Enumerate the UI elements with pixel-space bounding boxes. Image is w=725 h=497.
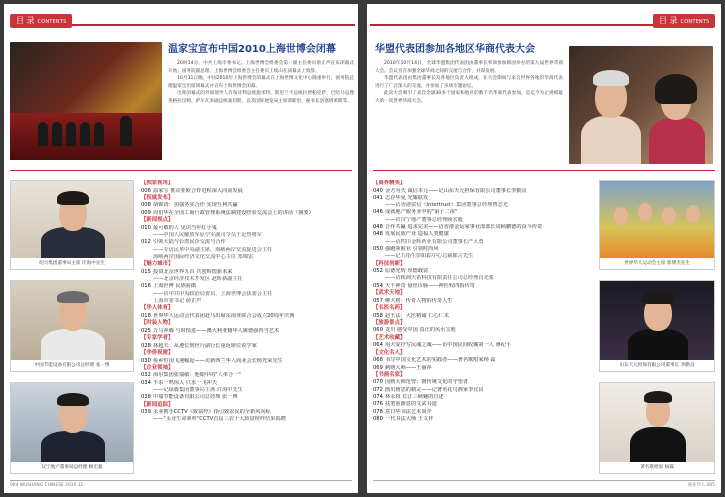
thumb-portrait bbox=[599, 382, 715, 474]
hair-shape bbox=[57, 291, 89, 303]
toc-entry[interactable] bbox=[373, 313, 595, 320]
toc-entry[interactable] bbox=[141, 188, 353, 195]
toc-page-number: 016 bbox=[141, 283, 151, 290]
toc-page-number: 048 bbox=[373, 224, 383, 231]
toc-entry[interactable] bbox=[141, 210, 353, 217]
face-shape bbox=[614, 207, 628, 225]
toc-entry[interactable] bbox=[141, 343, 353, 350]
toc-category: 【魅力城市】 bbox=[141, 261, 174, 268]
page-footer: 商业华人 005 bbox=[687, 483, 715, 488]
toc-page-number: 048 bbox=[373, 231, 383, 238]
toc-entry-title: 海尔集团张瑞敏：他眼中的"人单合一" bbox=[153, 372, 241, 379]
suit-shape bbox=[41, 329, 105, 363]
toc-category: 【专家学者】 bbox=[141, 335, 174, 342]
toc-entry-title: 中瑞节能设备有限公司总经理 张一博 bbox=[153, 394, 238, 401]
toc-entry[interactable] bbox=[373, 416, 595, 423]
face-shape bbox=[638, 203, 652, 221]
toc-entry[interactable] bbox=[373, 394, 595, 401]
toc-entry[interactable] bbox=[373, 379, 595, 386]
feature-paragraph: 20时14分，中共上海市委书记、上海世博会组委会第一副主任委员俞正声宣布闭幕式开始。国务院副总理、上海世博会组委会主任委员王岐山在闭幕式上致辞。 bbox=[168, 61, 354, 74]
thumb-photo bbox=[599, 180, 715, 270]
feature-paragraph: 2010年10月14日，全球华盟集团代表团由董事长率领参加韩国举办的第九届世界华商大会。会议旨在加强全球华商之间的交流与合作，共谋发展。 bbox=[375, 61, 563, 74]
toc-entry[interactable] bbox=[373, 224, 595, 231]
contents-label-en: CONTENTS bbox=[680, 19, 710, 25]
contents-label: 目 录 bbox=[16, 16, 35, 25]
feature-title: 温家宝宣布中国2010上海世博会闭幕 bbox=[168, 44, 336, 55]
feature-paragraph: 10月31日晚，中国2010年上海世博会闭幕式在上海世博文化中心隆重举行。国务院总理温家宝出席闭幕式并宣布上海世博会闭幕。 bbox=[168, 76, 354, 89]
feature-paragraph: 出席闭幕式的外国领导人有匈牙利总统施米特、斯里兰卡总统拉贾帕克萨、巴哈马总理英格拉汉姆、萨尔瓦多副总统桑切斯，以及国际展览局主席蒂耶里、秘书长洛塞塔莱斯等。 bbox=[168, 91, 354, 104]
face-shape bbox=[686, 205, 700, 223]
portrait-photo bbox=[11, 281, 133, 360]
toc-page-number: 052 bbox=[373, 268, 383, 275]
portrait-photo bbox=[600, 383, 714, 462]
toc-list-right bbox=[373, 180, 595, 474]
official-figure bbox=[80, 122, 90, 146]
toc-page-number: 057 bbox=[373, 297, 383, 304]
toc-page-number: 034 bbox=[141, 379, 151, 386]
toc-page-number: 018 bbox=[141, 312, 151, 319]
toc-entry-title: 柳大格：传奇人物的传奇人生 bbox=[385, 297, 453, 304]
toc-page-number: 012 bbox=[141, 239, 151, 246]
hair-shape bbox=[593, 70, 629, 86]
thumb-caption: 著名歌唱家 杨霖 bbox=[600, 462, 714, 473]
toc-list-left bbox=[141, 180, 353, 474]
feature-body bbox=[375, 60, 563, 164]
feature-photo bbox=[569, 46, 713, 164]
suit-shape bbox=[581, 116, 641, 164]
toc-entry-title: 世界华人运动会代表团赴马出席东南亚联合会成立20周年庆典 bbox=[153, 312, 295, 319]
toc-subtitle: ——访中共中央政治局委员、上海世博会执委会主任 bbox=[153, 290, 273, 297]
toc-category: 【旅游景点】 bbox=[373, 319, 406, 326]
section-rule bbox=[10, 170, 352, 171]
toc-subtitle: ——记绿森集团董事局主席 许海中先生 bbox=[153, 386, 243, 393]
thumb-caption: 汉宁地产董事局总经理 顾宏毅 bbox=[11, 462, 133, 473]
official-figure bbox=[94, 122, 104, 146]
toc-entry[interactable] bbox=[373, 188, 595, 195]
toc-entry[interactable] bbox=[373, 365, 595, 372]
toc-category: 【科技创新】 bbox=[373, 260, 406, 267]
toc-subtitle: ——记五指生彭阳踪中心总裁郎言先生 bbox=[385, 253, 474, 260]
toc-entry-title: 扶笔重渐意的文武书道 bbox=[385, 401, 437, 408]
footer-rule bbox=[10, 480, 352, 481]
toc-subtitle: ——北京经济技术开发区 赵昕新副主任 bbox=[153, 276, 243, 283]
toc-subtitle: ——访株洲天希科技有限责任公司总经理肖光希 bbox=[385, 275, 494, 282]
thumb-portrait bbox=[599, 280, 715, 372]
toc-page-number: 054 bbox=[373, 282, 383, 289]
suit-shape bbox=[628, 329, 688, 363]
toc-entry[interactable] bbox=[373, 231, 595, 238]
toc-page-number: 008 bbox=[141, 202, 151, 209]
toc-page-number: 078 bbox=[373, 408, 383, 415]
thumb-portrait bbox=[10, 382, 134, 474]
toc-entry[interactable] bbox=[141, 394, 353, 401]
toc-page-number: 039 bbox=[141, 409, 151, 416]
toc-entry-title: 志存华夏 光耀联发 bbox=[385, 194, 429, 201]
toc-page-number: 074 bbox=[373, 393, 383, 400]
suit-shape bbox=[41, 227, 105, 261]
toc-page-number: 040 bbox=[373, 187, 383, 194]
contents-label-en: CONTENTS bbox=[37, 19, 67, 25]
toc-entry[interactable] bbox=[373, 357, 595, 364]
toc-page-number: 080 bbox=[373, 415, 383, 422]
toc-entry-title: 一代书法大师 王文祥 bbox=[385, 415, 434, 422]
toc-subtitle: ——访汉宁地产董事总经理顾宏毅 bbox=[385, 216, 463, 223]
toc-entry-title: 发展民族产业 造福人类健康 bbox=[385, 231, 449, 238]
toc-entry-title: 意日华书法艺术简介 bbox=[385, 408, 432, 415]
toc-entry[interactable] bbox=[141, 358, 353, 365]
toc-entry-title: 用大爱抒写民魂之魂——访中国民间收藏第一人 蒋纪平 bbox=[385, 342, 512, 349]
toc-entry[interactable] bbox=[373, 327, 595, 334]
toc-entry-title: 原德光辉 厚德载富 bbox=[385, 268, 429, 275]
portrait-photo bbox=[11, 181, 133, 258]
contents-header bbox=[10, 14, 355, 28]
toc-page-number: 046 bbox=[373, 209, 383, 216]
feature-paragraph: 此次大会吸引了来自全球30多个国家和地区的数千名华商代表参加，是迄今为止规模最大的一次世界华商大会。 bbox=[375, 91, 563, 104]
toc-entry-title: 成就地产服务业中的"第十二夜" bbox=[385, 209, 458, 216]
toc-subtitle: ——中国人民解放军原空军副司令员王定烈将军 bbox=[153, 231, 262, 238]
portrait-photo bbox=[600, 281, 714, 360]
toc-category: 【艺术收藏】 bbox=[373, 334, 406, 341]
toc-entry[interactable] bbox=[373, 268, 595, 275]
toc-page-number: 064 bbox=[373, 342, 383, 349]
toc-subtitle: ——访香港富信（Intertrust）集团董事总经理曹志光 bbox=[385, 202, 508, 209]
toc-category: 【华侨视窗】 bbox=[141, 349, 174, 356]
toc-entry-title: 周伯华在全国工商行政管理系统法制建设经验交流会上的讲话（摘要） bbox=[153, 209, 314, 216]
feature-photo bbox=[10, 42, 162, 160]
toc-entry[interactable] bbox=[141, 372, 353, 379]
toc-entry[interactable] bbox=[373, 342, 595, 349]
toc-entry-title: 龙川 感受中国 真正的风水宝地 bbox=[385, 327, 456, 334]
toc-entry-title: 投资北京世界五百 共创辉煌新未来 bbox=[153, 268, 233, 275]
toc-entry[interactable] bbox=[141, 239, 353, 246]
contents-tag bbox=[10, 14, 72, 28]
face-shape bbox=[662, 207, 676, 225]
toc-page-number: 038 bbox=[141, 394, 151, 401]
toc-entry-title: 林超夫：从遵长到世行副行长重返席位说学家 bbox=[153, 342, 257, 349]
toc-entry[interactable] bbox=[141, 283, 353, 290]
toc-entry[interactable] bbox=[141, 409, 353, 416]
toc-page-number: 070 bbox=[373, 379, 383, 386]
toc-subtitle: 上海市委书记 俞正声 bbox=[153, 297, 202, 304]
toc-entry[interactable] bbox=[373, 409, 595, 416]
thumb-portrait bbox=[10, 180, 134, 270]
thumb-caption: 世界华人运动会主席 郭博杰先生 bbox=[600, 258, 714, 269]
speaker-figure bbox=[120, 116, 132, 146]
toc-category: 【文化名人】 bbox=[373, 349, 406, 356]
toc-entry[interactable] bbox=[373, 195, 595, 202]
toc-page-number: 006 bbox=[141, 187, 151, 194]
toc-category: 【华人体育】 bbox=[141, 305, 174, 312]
toc-entry-title: 画出画思的精灵——记著名花鸟画家李宜良 bbox=[385, 386, 484, 393]
toc-page-number: 030 bbox=[141, 357, 151, 364]
thumb-portrait bbox=[10, 280, 134, 372]
toc-entry-title: 万马奔腾 与时俱进——澳大利亚籍华人姚德强再当艺术 bbox=[153, 327, 280, 334]
toc-entry-title: 引领大陆与台湾民企交流与合作 bbox=[153, 239, 226, 246]
contents-header bbox=[370, 14, 715, 28]
toc-page-number: 015 bbox=[141, 268, 151, 275]
feature-title: 华盟代表团参加各地区华商代表大会 bbox=[375, 44, 535, 55]
toc-category: 【商界精英】 bbox=[373, 180, 406, 186]
toc-entry-title: 林永权 长江三峡魅的自述 bbox=[385, 393, 444, 400]
toc-category: 【书画名家】 bbox=[373, 371, 406, 378]
hair-shape bbox=[644, 391, 672, 403]
toc-category: 【权威发布】 bbox=[141, 194, 174, 201]
toc-entry[interactable] bbox=[141, 328, 353, 335]
toc-entry-title: 不求一鸣惊人 只求一飞冲天 bbox=[153, 379, 217, 386]
hair-shape bbox=[655, 74, 697, 104]
toc-entry[interactable] bbox=[373, 387, 595, 394]
toc-entry-title: 温家宝 推动亚欧合作进程深入向前发展 bbox=[153, 187, 243, 194]
toc-entry[interactable] bbox=[373, 246, 595, 253]
toc-entry-title: 最可敬的人 见识当年红小鬼 bbox=[153, 224, 217, 231]
toc-subtitle: ——访四川金辉药业有限公司董事长严大勇 bbox=[385, 238, 484, 245]
feature-paragraph: 华盟代表团由集团董事长及各地区负责人组成，在大会期间与来自世界各地的华商代表进行了广泛深入的交流，并参加了多场专题论坛。 bbox=[375, 76, 563, 89]
suit-shape bbox=[41, 431, 105, 465]
toc-page-number: 060 bbox=[373, 327, 383, 334]
suit-shape bbox=[649, 118, 705, 164]
toc-entry[interactable] bbox=[373, 209, 595, 216]
thumb-caption: 绍兴集团董事局主席 许海中先生 bbox=[11, 258, 133, 269]
official-figure bbox=[38, 122, 48, 146]
left-page bbox=[4, 4, 358, 493]
toc-page-number: 010 bbox=[141, 224, 151, 231]
toc-entry-title: 合作共赢 追求完美——访香港金运家事业部部长周顾鹏德的奋斗传奇 bbox=[385, 224, 543, 231]
contents-label: 目 录 bbox=[659, 16, 678, 25]
toc-entry[interactable] bbox=[373, 298, 595, 305]
toc-entry-title: 侨乡恒国飞速崛起——访新西兰华人商业会长杨光荣先生 bbox=[153, 357, 283, 364]
footer-rule bbox=[373, 480, 715, 481]
toc-category: 【名医名药】 bbox=[373, 304, 406, 311]
toc-entry-title: 胡锦涛：加强务实合作 实现互利共赢 bbox=[153, 202, 238, 209]
toc-subtitle: ——专访民革中央副主席、海峡两岸交流促进会主任 bbox=[153, 246, 273, 253]
toc-entry-title: 天下神奇 悬丝诊脉——神医程四指传奇 bbox=[385, 282, 475, 289]
toc-category: 【武术天地】 bbox=[373, 290, 406, 297]
toc-page-number: 076 bbox=[373, 401, 383, 408]
toc-page-number: 025 bbox=[141, 327, 151, 334]
toc-page-number: 068 bbox=[373, 357, 383, 364]
section-rule bbox=[373, 170, 715, 171]
toc-entry-title: 刺绣大师——王丽萍 bbox=[385, 364, 432, 371]
official-figure bbox=[52, 122, 62, 146]
toc-entry[interactable] bbox=[141, 225, 353, 232]
toc-entry[interactable] bbox=[141, 269, 353, 276]
toc-page-number: 072 bbox=[373, 386, 383, 393]
toc-entry[interactable] bbox=[373, 283, 595, 290]
toc-category: 【新闻视点】 bbox=[141, 217, 174, 224]
toc-entry-title: 国画大师范曾：擅传统文化的守望者 bbox=[385, 379, 469, 386]
toc-entry-title: 金方为天 诚信本元——记山东天元担保有限公司董事长李勤良 bbox=[385, 187, 527, 194]
toc-category: 【新闻追踪】 bbox=[141, 401, 174, 408]
toc-page-number: 032 bbox=[141, 372, 151, 379]
feature-body bbox=[168, 60, 354, 160]
toc-subtitle: 海峡两岸国际经济文化交流中心主任 郑锦雷 bbox=[153, 253, 254, 260]
toc-entry-title: 强跑领航业 引领时尚风 bbox=[385, 245, 439, 252]
toc-entry-title: 上海世博 民族骄傲 bbox=[153, 283, 197, 290]
official-figure bbox=[66, 122, 76, 146]
page-footer: 004 WUSHANG CHINESE 2010.11 bbox=[10, 483, 84, 488]
hair-shape bbox=[642, 291, 674, 304]
toc-category: 【企业领袖】 bbox=[141, 364, 174, 371]
toc-page-number: 028 bbox=[141, 342, 151, 349]
toc-page-number: 009 bbox=[141, 209, 151, 216]
toc-entry-title: 赵玉法：大医精诚 仁心仁术 bbox=[385, 312, 449, 319]
toc-page-number: 058 bbox=[373, 312, 383, 319]
thumb-caption: 山东天元担保有限公司董事长 李勤良 bbox=[600, 360, 714, 371]
thumb-caption: 中国节能设备有限公司总经理 张一博 bbox=[11, 360, 133, 371]
toc-entry-title: 永业携手CCTV《致富经》指引致农民的全新风向标 bbox=[153, 409, 271, 416]
suit-shape bbox=[630, 427, 686, 467]
toc-entry[interactable] bbox=[373, 401, 595, 408]
toc-page-number: 050 bbox=[373, 245, 383, 252]
portrait-photo bbox=[11, 383, 133, 462]
group-photo bbox=[600, 181, 714, 258]
toc-page-number: 069 bbox=[373, 364, 383, 371]
toc-page-number: 041 bbox=[373, 194, 383, 201]
toc-category: 【独家视角】 bbox=[141, 180, 174, 186]
toc-subtitle: ——"永业生命素杯"CCTV首届三农十大致富榜样结果揭晓 bbox=[153, 416, 286, 423]
right-page bbox=[367, 4, 721, 493]
toc-category: 【时装人物】 bbox=[141, 320, 174, 327]
contents-tag bbox=[653, 14, 715, 28]
toc-entry[interactable] bbox=[141, 380, 353, 387]
hair-shape bbox=[57, 393, 89, 406]
toc-entry-title: 书写中国文化艺术的实践者——著名歌唱家杨 霖 bbox=[385, 357, 496, 364]
toc-entry[interactable] bbox=[141, 202, 353, 209]
hair-shape bbox=[57, 191, 89, 205]
